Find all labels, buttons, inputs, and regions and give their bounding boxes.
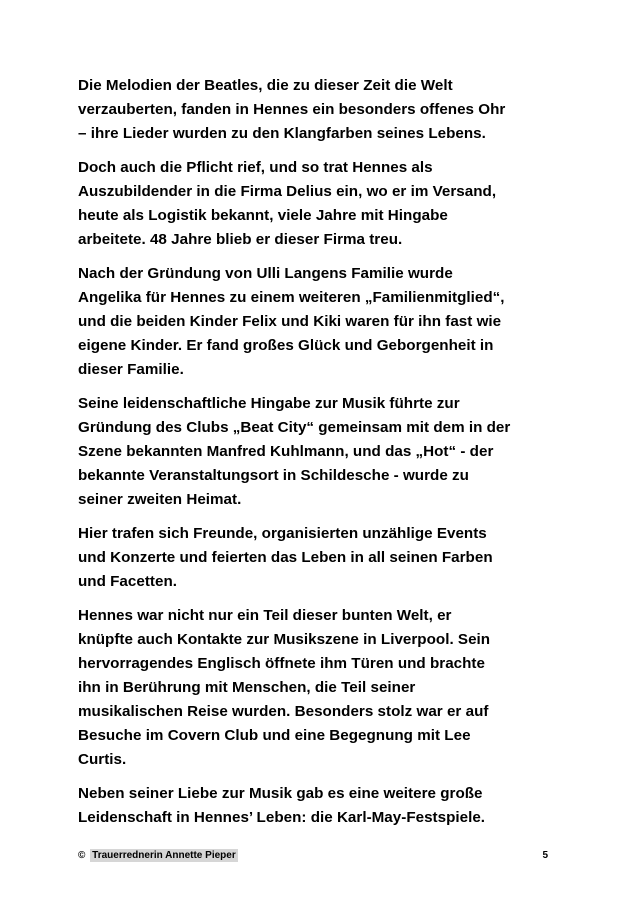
text-line: seiner zweiten Heimat. [78, 491, 242, 508]
text-line: Die Melodien der Beatles, die zu dieser Zeit die Welt [78, 77, 453, 94]
text-line: und Konzerte und feierten das Leben in all seinen Farben [78, 549, 493, 566]
text-line: und die beiden Kinder Felix und Kiki waren für ihn fast wie [78, 313, 502, 330]
text-line: bekannte Veranstaltungsort in Schildesche - wurde zu [78, 467, 469, 484]
text-line: heute als Logistik bekannt, viele Jahre mit Hingabe [78, 207, 448, 224]
paragraph-friends [78, 522, 568, 594]
text-line: hervorragendes Englisch öffnete ihm Türen und brachte [78, 655, 485, 672]
text-line: Nach der Gründung von Ulli Langens Familie wurde [78, 265, 453, 282]
text-line: dieser Familie. [78, 361, 184, 378]
text-line: arbeitete. 48 Jahre blieb er dieser Firma treu. [78, 231, 403, 248]
text-line: musikalischen Reise wurden. Besonders stolz war er auf [78, 703, 489, 720]
text-line: Hennes war nicht nur ein Teil dieser bunten Welt, er [78, 607, 452, 624]
text-line: Hier trafen sich Freunde, organisierten unzählige Events [78, 525, 487, 542]
text-line: Neben seiner Liebe zur Musik gab es eine weitere große [78, 785, 483, 802]
paragraph-family [78, 262, 568, 382]
text-line: eigene Kinder. Er fand großes Glück und Geborgenheit in [78, 337, 494, 354]
text-line: verzauberten, fanden in Hennes ein besonders offenes Ohr [78, 101, 506, 118]
text-line: Angelika für Hennes zu einem weiteren „Familienmitglied“, [78, 289, 505, 306]
text-line: knüpfte auch Kontakte zur Musikszene in Liverpool. Sein [78, 631, 491, 648]
text-line: Szene bekannten Manfred Kuhlmann, und das „Hot“ - der [78, 443, 494, 460]
paragraph-delius [78, 156, 568, 252]
paragraph-liverpool [78, 604, 568, 772]
footer-author: Trauerrednerin Annette Pieper [92, 850, 236, 861]
footer-credit [78, 850, 238, 861]
text-line: Seine leidenschaftliche Hingabe zur Musik führte zur [78, 395, 460, 412]
text-line: Auszubildender in die Firma Delius ein, wo er im Versand, [78, 183, 497, 200]
text-line: Leidenschaft in Hennes’ Leben: die Karl-May-Festspiele. [78, 809, 486, 826]
page-number: 5 [542, 850, 548, 861]
paragraph-beatles [78, 74, 568, 146]
copyright-symbol: © [78, 850, 86, 861]
text-line: Gründung des Clubs „Beat City“ gemeinsam mit dem in der [78, 419, 511, 436]
body-text [78, 74, 568, 840]
text-line: – ihre Lieder wurden zu den Klangfarben seines Lebens. [78, 125, 486, 142]
text-line: Doch auch die Pflicht rief, und so trat Hennes als [78, 159, 433, 176]
paragraph-karl-may [78, 782, 568, 830]
text-line: Curtis. [78, 751, 127, 768]
page-footer [78, 848, 548, 866]
text-line: Besuche im Covern Club und eine Begegnung mit Lee [78, 727, 471, 744]
text-line: und Facetten. [78, 573, 177, 590]
paragraph-beat-city [78, 392, 568, 512]
text-line: ihn in Berührung mit Menschen, die Teil seiner [78, 679, 416, 696]
